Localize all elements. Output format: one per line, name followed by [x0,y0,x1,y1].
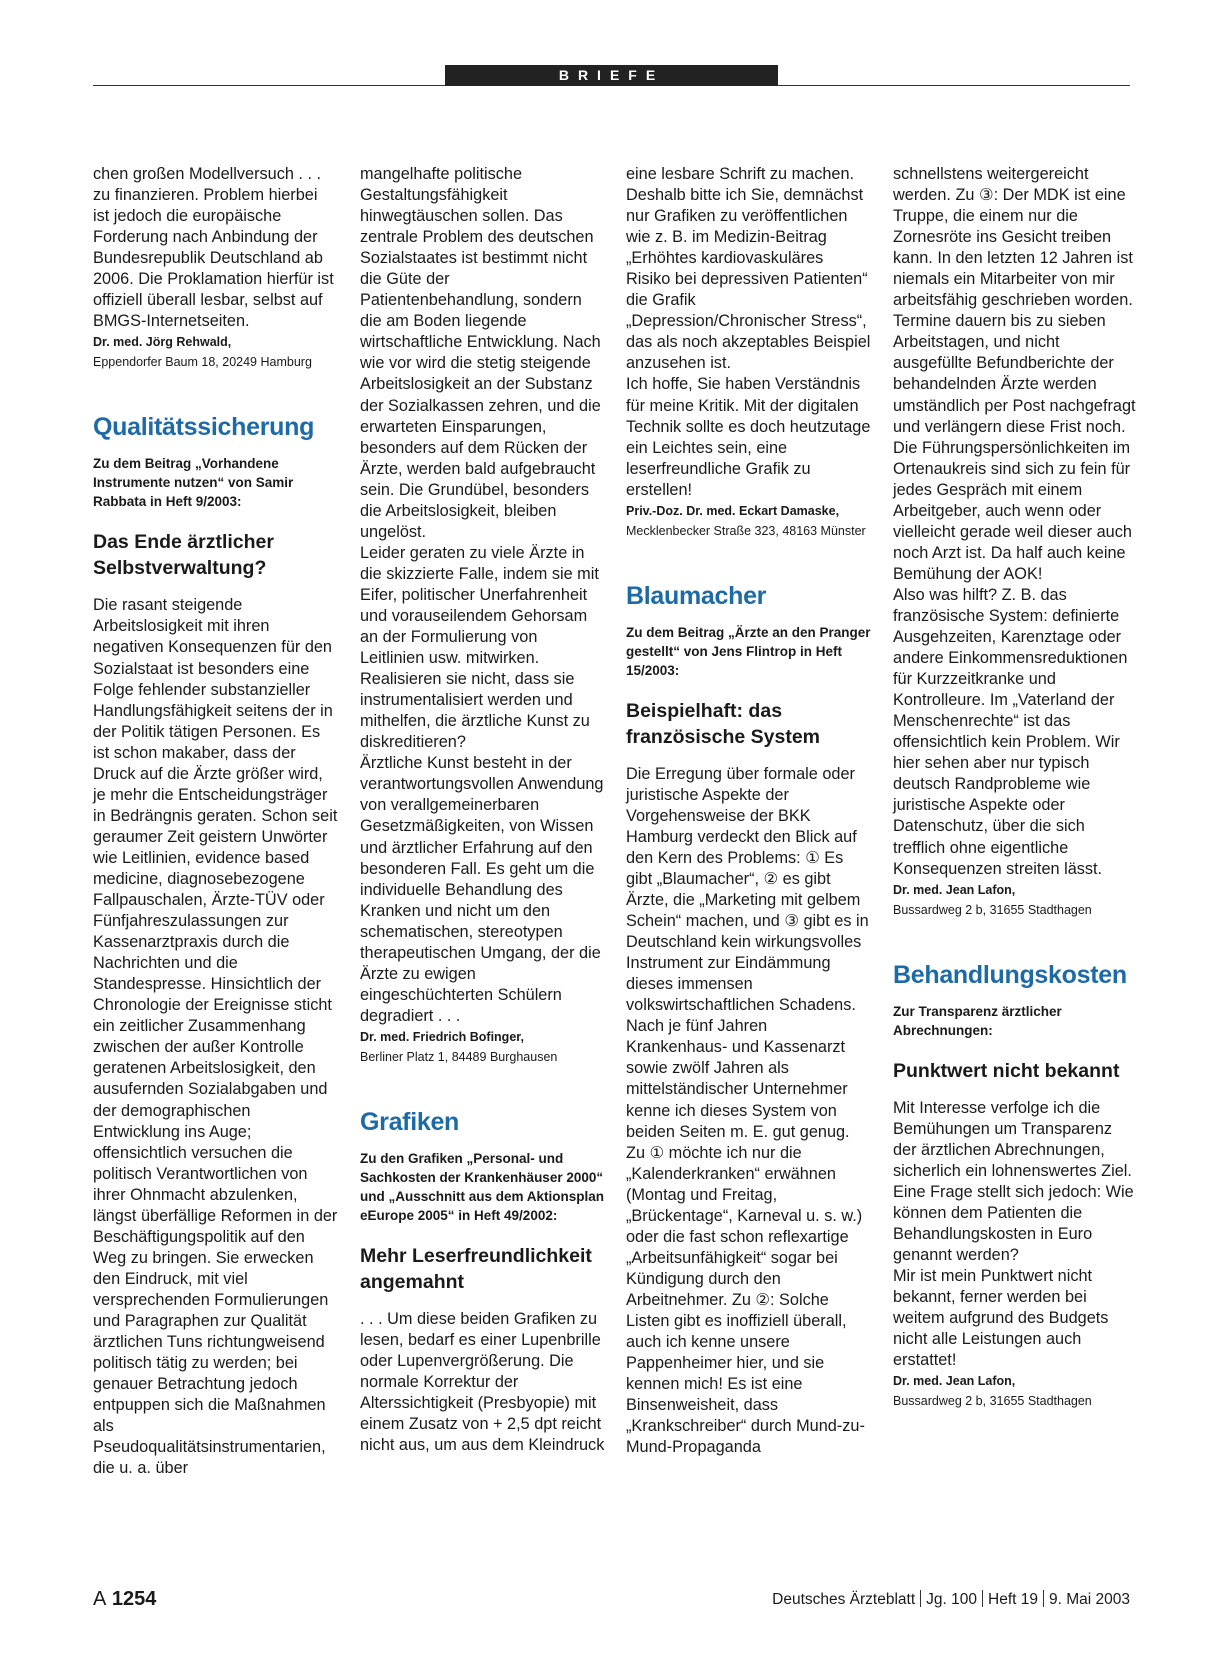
author-address: Berliner Platz 1, 84489 Burghausen [360,1049,558,1064]
letter-headline: Beispielhaft: das französische System [626,699,821,748]
footer-separator [982,1590,983,1607]
author-address: Eppendorfer Baum 18, 20249 Hamburg [93,355,312,370]
letter-text: eine lesbare Schrift zu machen. Deshalb bitte ich Sie, demnächst nur Grafiken zu veröffentlichen wie z. B. im Medizin-Beitrag „Erhöhtes kardiovaskuläres Risiko bei depressiven Patienten“ die Grafik „Depression/Chronischer Stress“, das als noch akzeptables Beispiel anzusehen ist. [626,165,871,373]
journal-issue: Heft 19 [988,1591,1038,1608]
letter-text: Eine Frage stellt sich jedoch: Wie können dem Patienten die Behandlungskosten in Euro genannt werden? [893,1182,1134,1264]
letter-text: Leider geraten zu viele Ärzte in die skizzierte Falle, indem sie mit Eifer, politischer Unerfahrenheit und vorauseilendem Gehorsam an der Formulierung von Leitlinien usw. mitwirken. Realisieren sie nicht, dass sie instrumentalisiert werden und mithelfen, die ärztliche Kunst zu diskreditieren? [360,543,599,752]
section-label: BRIEFE [445,65,778,86]
footer-separator [920,1590,921,1607]
letter-text: Die rasant steigende Arbeitslosigkeit mit ihren negativen Konsequenzen für den Sozialstaat ist besonders eine Folge fehlender substanzieller Handlungsfähigkeit seitens der in der Politik tätigen Personen. Es ist schon makaber, dass der Druck auf die Ärzte größer wird, je mehr die Entscheidungsträger in Bedrängnis geraten. Schon seit geraumer Zeit geistern Unwörter wie Leitlinien, evidence based medicine, diagnosebezogene Fallpauschalen, Ärzte-TÜV oder Fünfjahreszulassungen zur Kassenarztpraxis durch die Nachrichten und die Standespresse. Hinsichtlich der Chronologie der Ereignisse sticht ein zeitlicher Zusammenhang zwischen der außer Kontrolle geratenen Arbeitslosigkeit, den ausufernden Sozialabgaben und der demographischen Entwicklung ins Auge; offensichtlich versuchen die politisch Verantwortlichen von ihrer Ohnmacht abzulenken, längst überfällige Reformen in der Beschäftigungspolitik auf den Weg zu bringen. Sie erwecken den Eindruck, mit viel versprechenden Formulierungen und Paragraphen zur Qualität ärztlichen Tuns richtungweisend politisch tätig zu werden; bei genauer Betrachtung jedoch entpuppen sich die Maßnahmen als Pseudoqualitätsinstrumentarien, die u. a. über [93,596,338,1478]
column-1 [93,164,338,1479]
reference-note: Zu dem Beitrag „Vorhandene Instrumente nutzen“ von Samir Rabbata in Heft 9/2003: [93,456,294,510]
reference-note: Zu dem Beitrag „Ärzte an den Pranger gestellt“ von Jens Flintrop in Heft 15/2003: [626,624,871,678]
topic-heading: Grafiken [360,1107,460,1136]
column-2 [360,164,605,1456]
letter-text: chen großen Modellversuch . . . zu finanzieren. Problem hierbei ist jedoch die europäische Forderung nach Anbindung der Bundesrepublik Deutschland ab 2006. Die Proklamation hierfür ist offiziell überall lesbar, selbst auf BMGS-Internetseiten. [93,165,334,331]
topic-heading: Qualitätssicherung [93,413,315,442]
letter-text: mangelhafte politische Gestaltungsfähigkeit hinwegtäuschen sollen. Das zentrale Problem des deutschen Sozialstaates ist bestimmt nicht die Güte der Patientenbehandlung, sondern die am Boden liegende wirtschaftliche Entwicklung. Nach wie vor wird die stetig steigende Arbeitslosigkeit an der Substanz der Sozialkassen zehren, und die erwarteten Einsparungen, besonders auf dem Rücken der Ärzte, werden bald aufgebraucht sein. Die Grundübel, besonders die Arbeitslosigkeit, bleiben ungelöst. [360,165,601,541]
column-3 [626,164,871,1458]
page-number [93,1588,156,1611]
topic-heading: Blaumacher [626,581,767,610]
letter-text: Nach je fünf Jahren Krankenhaus- und Kassenarzt sowie zwölf Jahren als mittelständischer Unternehmer kenne ich dieses System von beiden Seiten m. E. gut genug. Zu ① möchte ich nur die „Kalenderkranken“ erwähnen (Montag und Freitag, „Brückentage“, Karneval u. s. w.) oder die fast schon reflexartige „Arbeitsunfähigkeit“ sogar bei Kündigung durch den Arbeitnehmer. Zu ②: Solche Listen gibt es inoffiziell überall, auch ich kenne unsere Pappenheimer hier, und sie kennen mich! Es ist eine Binsenweisheit, dass „Krankschreiber“ durch Mund-zu-Mund-Propaganda [626,1017,865,1457]
letter-text: Ärztliche Kunst besteht in der verantwortungsvollen Anwendung von verallgemeinerbaren Gesetzmäßigkeiten, von Wissen und ärztlicher Erfahrung auf den besonderen Fall. Es geht um die individuelle Behandlung des Kranken und nicht um den schematischen, stereotypen therapeutischen Umgang, der die Ärzte zu ewigen eingeschüchterten Schülern degradiert . . . [360,754,604,1025]
page-number-value: 1254 [111,1588,157,1610]
author-name: Dr. med. Jean Lafon, [893,882,1016,897]
author-address: Bussardweg 2 b, 31655 Stadthagen [893,902,1092,917]
letter-text: . . . Um diese beiden Grafiken zu lesen, bedarf es einer Lupenbrille oder Lupenvergrößerung. Die normale Korrektur der Alterssichtigkeit (Presbyopie) mit einem Zusatz von + 2,5 dpt reicht nicht aus, um aus dem Kleindruck [360,1309,605,1455]
author-name: Dr. med. Jean Lafon, [893,1374,1016,1389]
footer-separator [1043,1590,1044,1607]
author-address: Bussardweg 2 b, 31655 Stadthagen [893,1394,1092,1409]
journal-name: Deutsches Ärzteblatt [772,1591,916,1608]
journal-date: 9. Mai 2003 [1049,1591,1130,1608]
journal-footer [772,1590,1130,1609]
column-4 [893,164,1138,1411]
topic-heading: Behandlungskosten [893,960,1127,989]
reference-note: Zu den Grafiken „Personal- und Sachkosten der Krankenhäuser 2000“ und „Ausschnitt aus dem Aktionsplan eEurope 2005“ in Heft 49/2002: [360,1150,605,1223]
page-letter: A [93,1588,107,1610]
letter-text: Die Erregung über formale oder juristische Aspekte der Vorgehensweise der BKK Hamburg verdeckt den Blick auf den Kern des Problems: ① Es gibt „Blaumacher“, ② es gibt Ärzte, die „Marketing mit gelbem Schein“ machen, und ③ gibt es in Deutschland kein wirkungsvolles Instrument zur Eindämmung dieses immensen volkswirtschaftlichen Schadens. [626,764,869,1015]
author-address: Mecklenbecker Straße 323, 48163 Münster [626,523,866,538]
letter-text: Mit Interesse verfolge ich die Bemühungen um Transparenz der ärztlichen Abrechnungen, sicherlich ein lohnenswertes Ziel. [893,1098,1132,1180]
author-name: Dr. med. Friedrich Bofinger, [360,1029,524,1044]
letter-text: Also was hilft? Z. B. das französische System: definierte Ausgehzeiten, Karenztage oder andere Einkommensreduktionen für Kurzzeitkranke und Kontrolleure. Im „Vaterland der Menschenrechte“ ist das offensichtlich kein Problem. Wir hier sehen aber nur typisch deutsch Randprobleme wie juristische Aspekte oder Datenschutz, über die sich trefflich ohne eigentliche Konsequenzen streiten lässt. [893,585,1128,878]
letter-text: Ich hoffe, Sie haben Verständnis für meine Kritik. Mit der digitalen Technik sollte es doch heutzutage ein Leichtes sein, eine leserfreundliche Grafik zu erstellen! [626,375,871,499]
letter-headline: Mehr Leserfreundlichkeit angemahnt [360,1244,592,1293]
letter-text: schnellstens weitergereicht werden. Zu ③: Der MDK ist eine Truppe, die einem nur die Zornesröte ins Gesicht treiben kann. In den letzten 12 Jahren ist niemals ein Mitarbeiter von mir arbeitsfähig geschrieben worden. Termine dauern bis zu sieben Arbeitstagen, und nicht ausgefüllte Befundberichte der behandelnden Ärzte werden umständlich per Post nachgefragt und verlängern diese Frist noch. Die Führungspersönlichkeiten im Ortenaukreis sind sich zu fein für jedes Gespräch mit einem Arbeitgeber, auch wenn oder vielleicht gerade weil dieser auch noch Arzt ist. Da half auch keine Bemühung der AOK! [893,165,1136,583]
letter-text: Mir ist mein Punktwert nicht bekannt, ferner werden bei weitem aufgrund des Budgets nicht alle Leistungen auch erstattet! [893,1266,1109,1370]
author-name: Priv.-Doz. Dr. med. Eckart Damaske, [626,503,840,518]
letter-headline: Das Ende ärztlicher Selbstverwaltung? [93,531,274,580]
letter-headline: Punktwert nicht bekannt [893,1059,1120,1082]
reference-note: Zur Transparenz ärztlicher Abrechnungen: [893,1003,1062,1038]
author-name: Dr. med. Jörg Rehwald, [93,335,232,350]
journal-volume: Jg. 100 [926,1591,978,1608]
